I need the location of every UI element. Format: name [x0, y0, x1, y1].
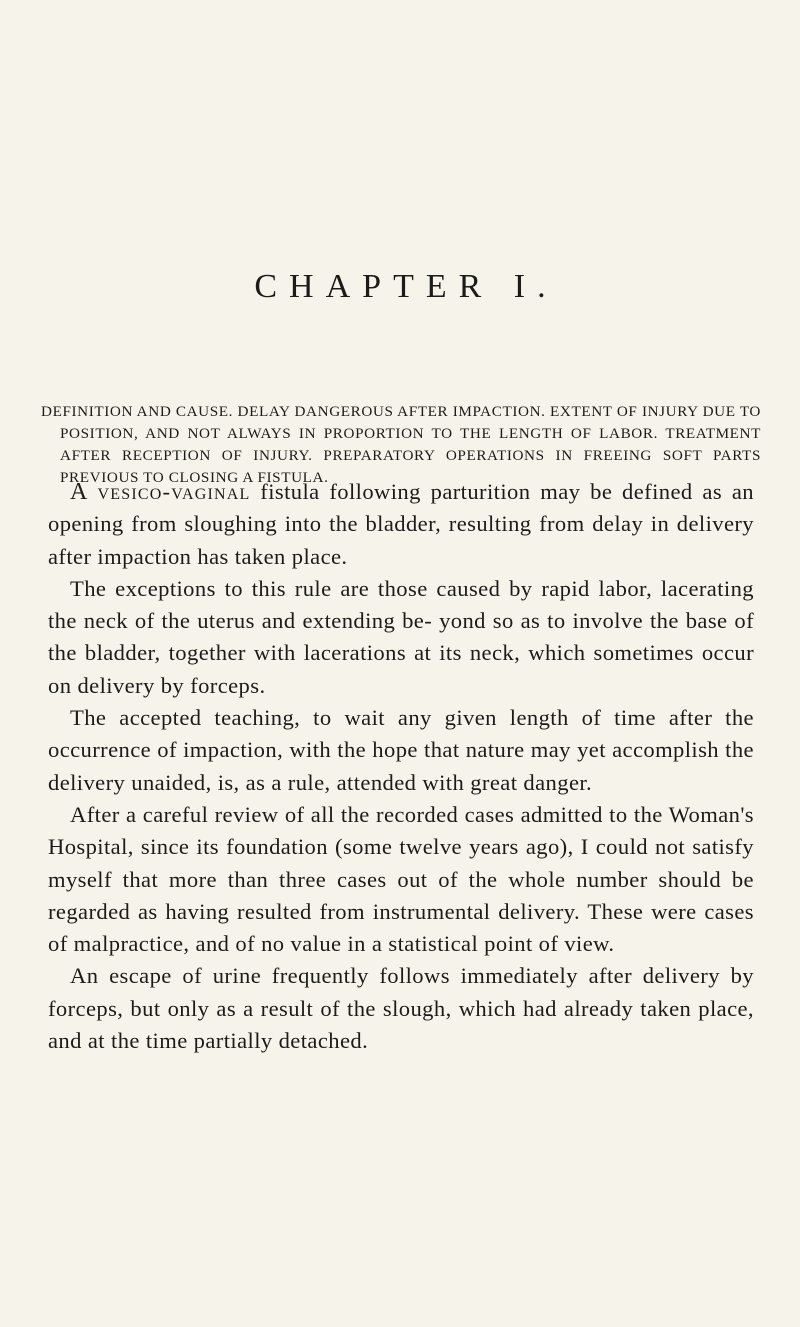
- paragraph-1: [48, 476, 754, 573]
- paragraph-2: The exceptions to this rule are those caused by rapid labor, lacerating the neck of the uterus and extending be- yond so as to involve the base of the bladder, together with lacerations at its neck, which sometimes occur on delivery by forceps.: [48, 575, 754, 698]
- paragraph-smallcaps-lead: vesico-vaginal: [97, 479, 251, 504]
- chapter-synopsis: DEFINITION AND CAUSE. DELAY DANGEROUS AFTER IMPACTION. EXTENT OF INJURY DUE TO POSITION, AND NOT ALWAYS IN PROPORTION TO THE LENGTH OF LABOR. TREATMENT AFTER RECEPTION OF INJURY. PREPARATORY OPERATIONS IN FREEING SOFT PARTS PREVIOUS TO CLOSING A FISTULA.: [41, 403, 761, 486]
- paragraph-initial: A: [70, 479, 88, 505]
- paragraph-3: The accepted teaching, to wait any given length of time after the occurrence of impaction, with the hope that nature may yet accomplish the delivery unaided, is, as a rule, attended with great danger.: [48, 705, 754, 795]
- chapter-title: CHAPTER I.: [254, 268, 558, 305]
- paragraph-4: After a careful review of all the recorded cases admitted to the Woman's Hospital, since its foundation (some twelve years ago), I could not satisfy myself that more than three cases out of the whole number should be regarded as having resulted from instrumental delivery. These were cases of malpractice, and of no value in a statistical point of view.: [48, 801, 754, 957]
- paragraph-5: An escape of urine frequently follows immediately after delivery by forceps, but only as a result of the slough, which had already taken place, and at the time partially detached.: [48, 963, 754, 1054]
- paragraph-1-text: fistula following parturition may be defined as an opening from sloughing into the bladder, resulting from delay in delivery after impaction has taken place.: [48, 479, 754, 569]
- chapter-body: [48, 476, 754, 1057]
